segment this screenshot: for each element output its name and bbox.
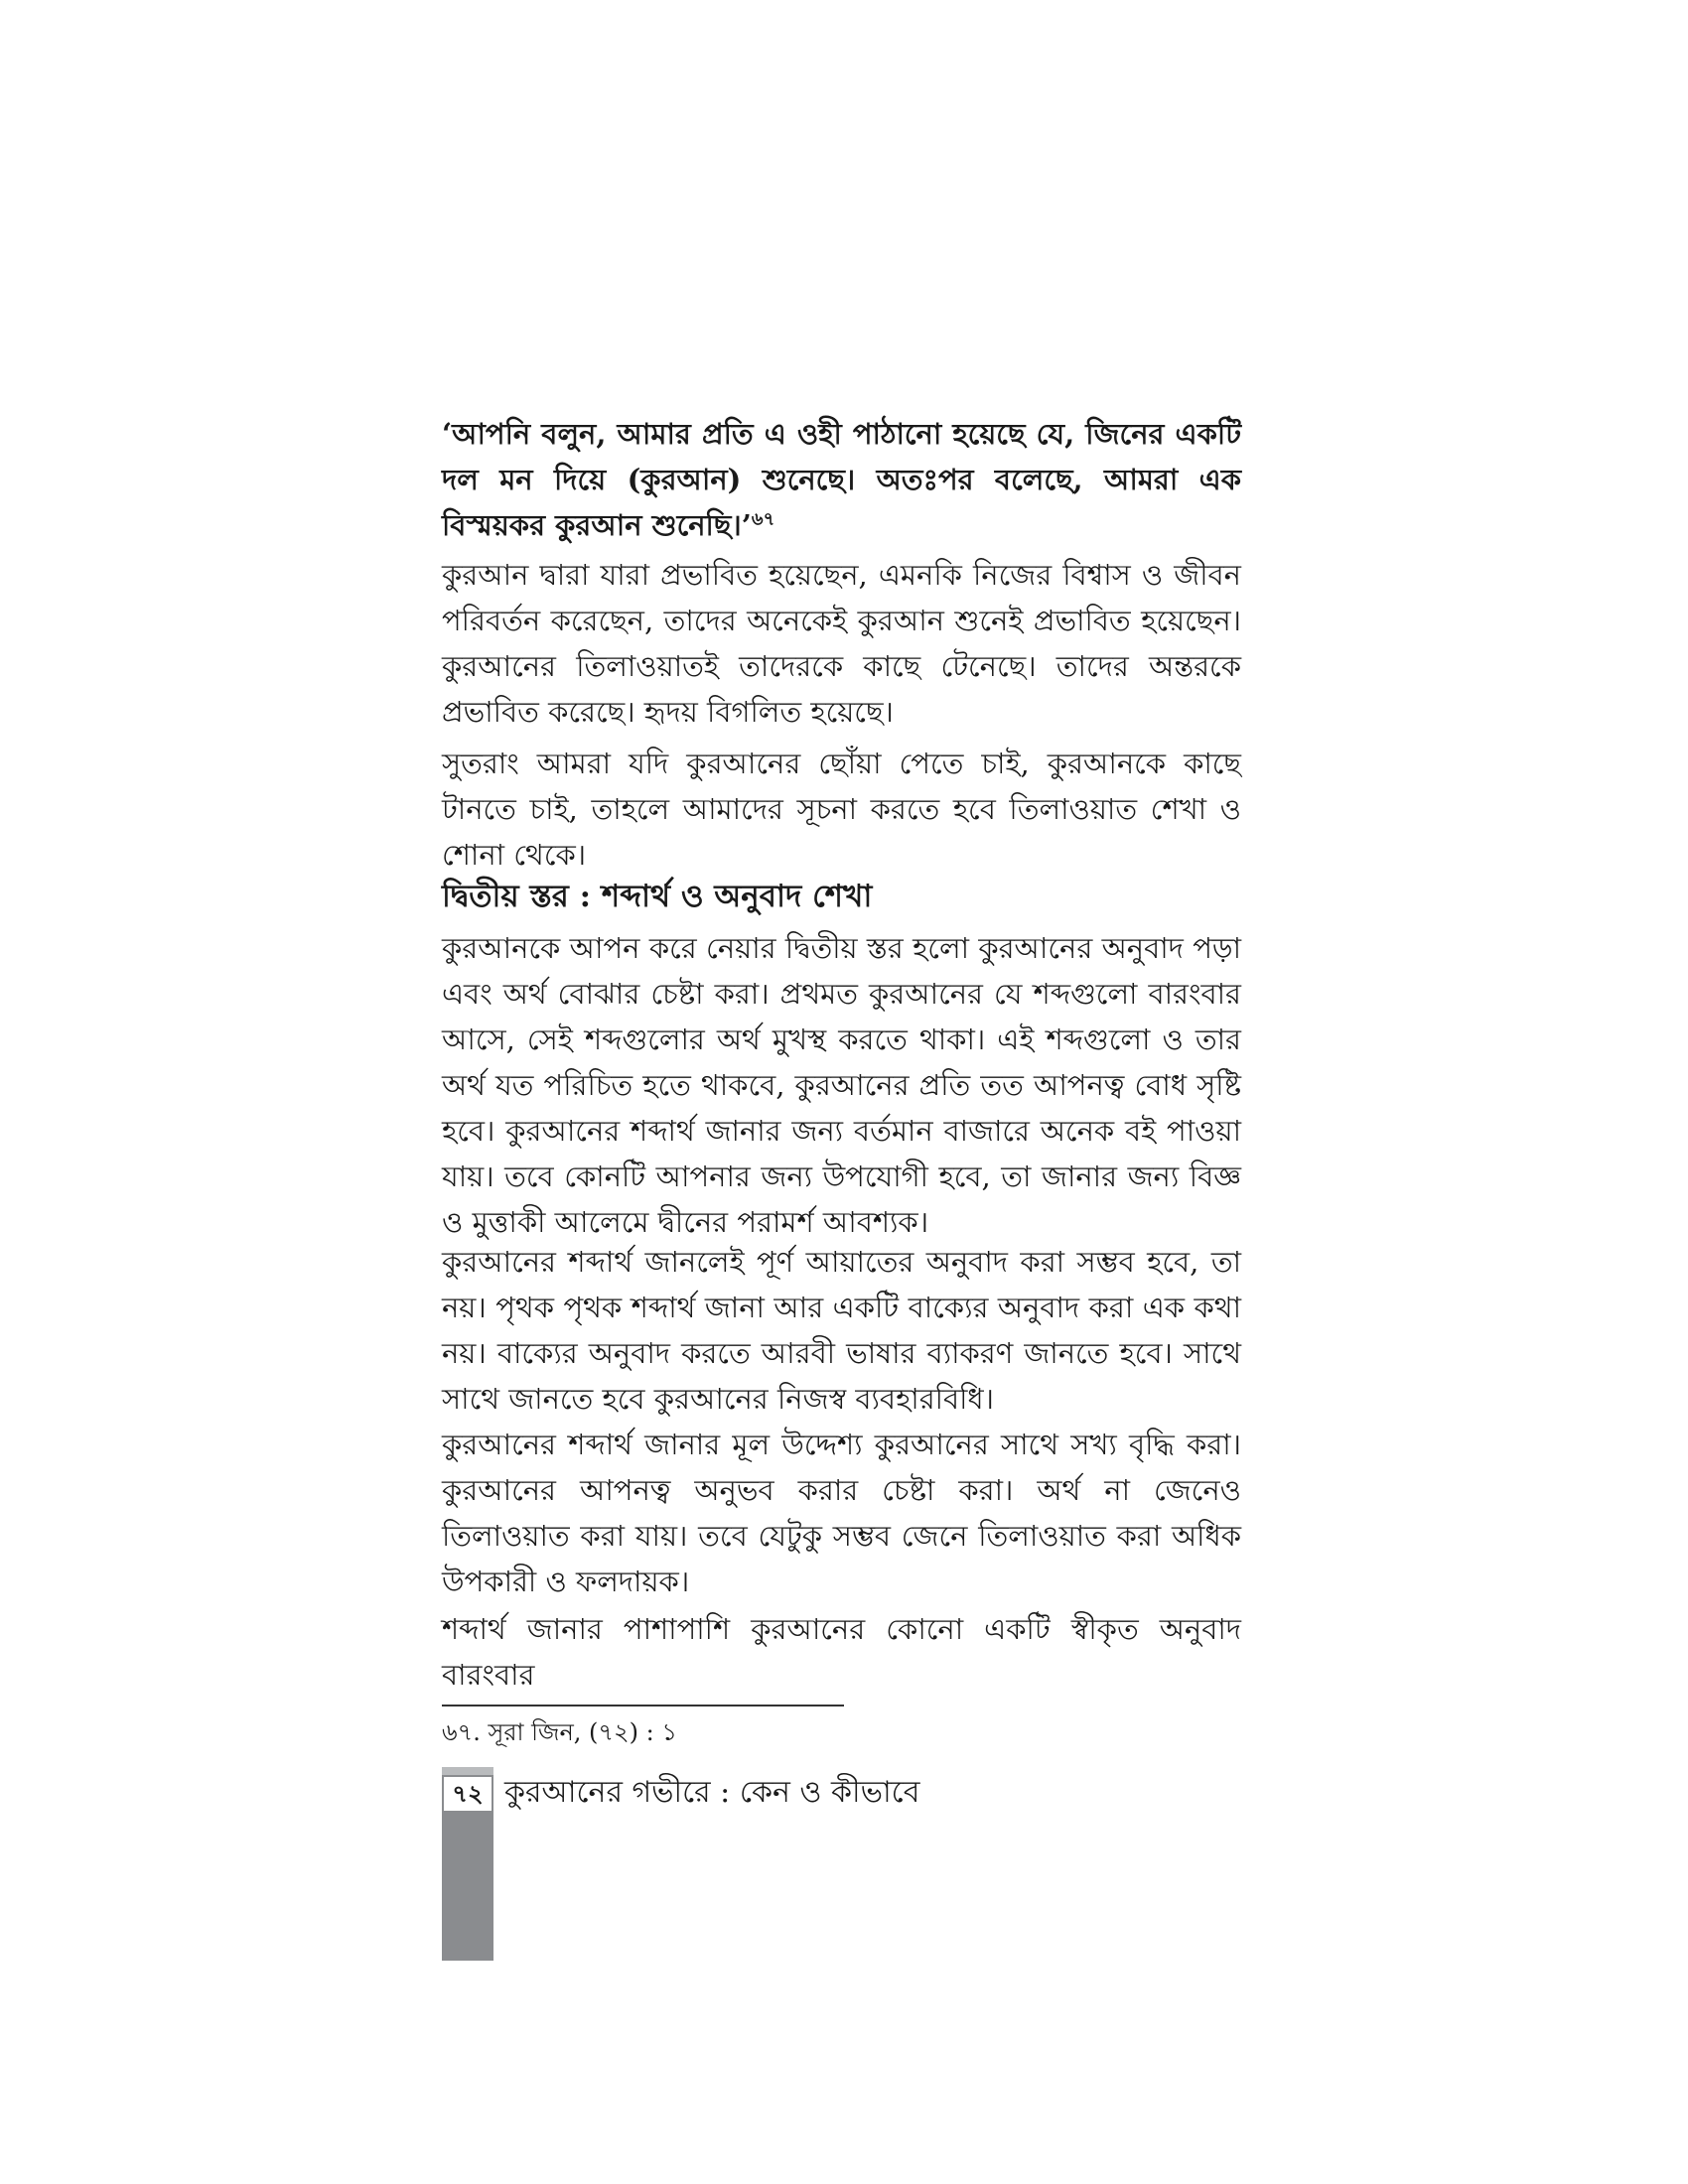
section-heading: দ্বিতীয় স্তর : শব্দার্থ ও অনুবাদ শেখা — [442, 879, 873, 914]
footnote-reference: ৬৭ — [751, 508, 775, 530]
paragraph-1: কুরআন দ্বারা যারা প্রভাবিত হয়েছেন, এমনকি নিজের বিশ্বাস ও জীবন পরিবর্তন করেছেন, তাদের অনেকেই কুরআন শুনেই প্রভাবিত হয়েছেন। কুরআনের তিলাওয়াতই তাদেরকে কাছে টেনেছে। তাদের অন্তরকে প্রভাবিত করেছে। হৃদয় বিগলিত হয়েছে। — [442, 558, 1241, 729]
paragraph-5: কুরআনের শব্দার্থ জানার মূল উদ্দেশ্য কুরআনের সাথে সখ্য বৃদ্ধি করা। কুরআনের আপনত্ব অনুভব করার চেষ্টা করা। অর্থ না জেনেও তিলাওয়াত করা যায়। তবে যেটুকু সম্ভব জেনে তিলাওয়াত করা অধিক উপকারী ও ফলদায়ক। — [442, 1428, 1241, 1598]
paragraph-4-block — [442, 1239, 1241, 1422]
paragraph-1-block — [442, 552, 1241, 735]
running-title: কুরআনের গভীরে : কেন ও কীভাবে — [504, 1775, 920, 1810]
paragraph-5-block — [442, 1422, 1241, 1604]
quote-block — [442, 411, 1241, 548]
paragraph-6-block — [442, 1606, 1241, 1698]
footnote: ৬৭. সূরা জিন, (৭২) : ১ — [442, 1718, 677, 1746]
paragraph-6: শব্দার্থ জানার পাশাপাশি কুরআনের কোনো একটি স্বীকৃত অনুবাদ বারংবার — [442, 1612, 1241, 1692]
footnote-divider — [442, 1705, 844, 1706]
paragraph-4: কুরআনের শব্দার্থ জানলেই পূর্ণ আয়াতের অনুবাদ করা সম্ভব হবে, তা নয়। পৃথক পৃথক শব্দার্থ জানা আর একটি বাক্যের অনুবাদ করা এক কথা নয়। বাক্যের অনুবাদ করতে আরবী ভাষার ব্যাকরণ জানতে হবে। সাথে সাথে জানতে হবে কুরআনের নিজস্ব ব্যবহারবিধি। — [442, 1245, 1241, 1416]
page-number: ৭২ — [444, 1777, 492, 1811]
paragraph-2: সুতরাং আমরা যদি কুরআনের ছোঁয়া পেতে চাই, কুরআনকে কাছে টানতে চাই, তাহলে আমাদের সূচনা করতে হবে তিলাওয়াত শেখা ও শোনা থেকে। — [442, 747, 1241, 872]
quote-text — [442, 411, 1241, 548]
page-tab-cap — [442, 1767, 493, 1775]
paragraph-3-block — [442, 925, 1241, 1245]
quote-body: ‘আপনি বলুন, আমার প্রতি এ ওহী পাঠানো হয়েছে যে, জিনের একটি দল মন দিয়ে (কুরআন) শুনেছে। অতঃপর বলেছে, আমরা এক বিস্ময়কর কুরআন শুনেছি।’ — [442, 417, 1241, 542]
paragraph-3: কুরআনকে আপন করে নেয়ার দ্বিতীয় স্তর হলো কুরআনের অনুবাদ পড়া এবং অর্থ বোঝার চেষ্টা করা। প্রথমত কুরআনের যে শব্দগুলো বারংবার আসে, সেই শব্দগুলোর অর্থ মুখস্থ করতে থাকা। এই শব্দগুলো ও তার অর্থ যত পরিচিত হতে থাকবে, কুরআনের প্রতি তত আপনত্ব বোধ সৃষ্টি হবে। কুরআনের শব্দার্থ জানার জন্য বর্তমান বাজারে অনেক বই পাওয়া যায়। তবে কোনটি আপনার জন্য উপযোগী হবে, তা জানার জন্য বিজ্ঞ ও মুত্তাকী আলেমে দ্বীনের পরামর্শ আবশ্যক। — [442, 931, 1241, 1239]
paragraph-2-block — [442, 741, 1241, 878]
